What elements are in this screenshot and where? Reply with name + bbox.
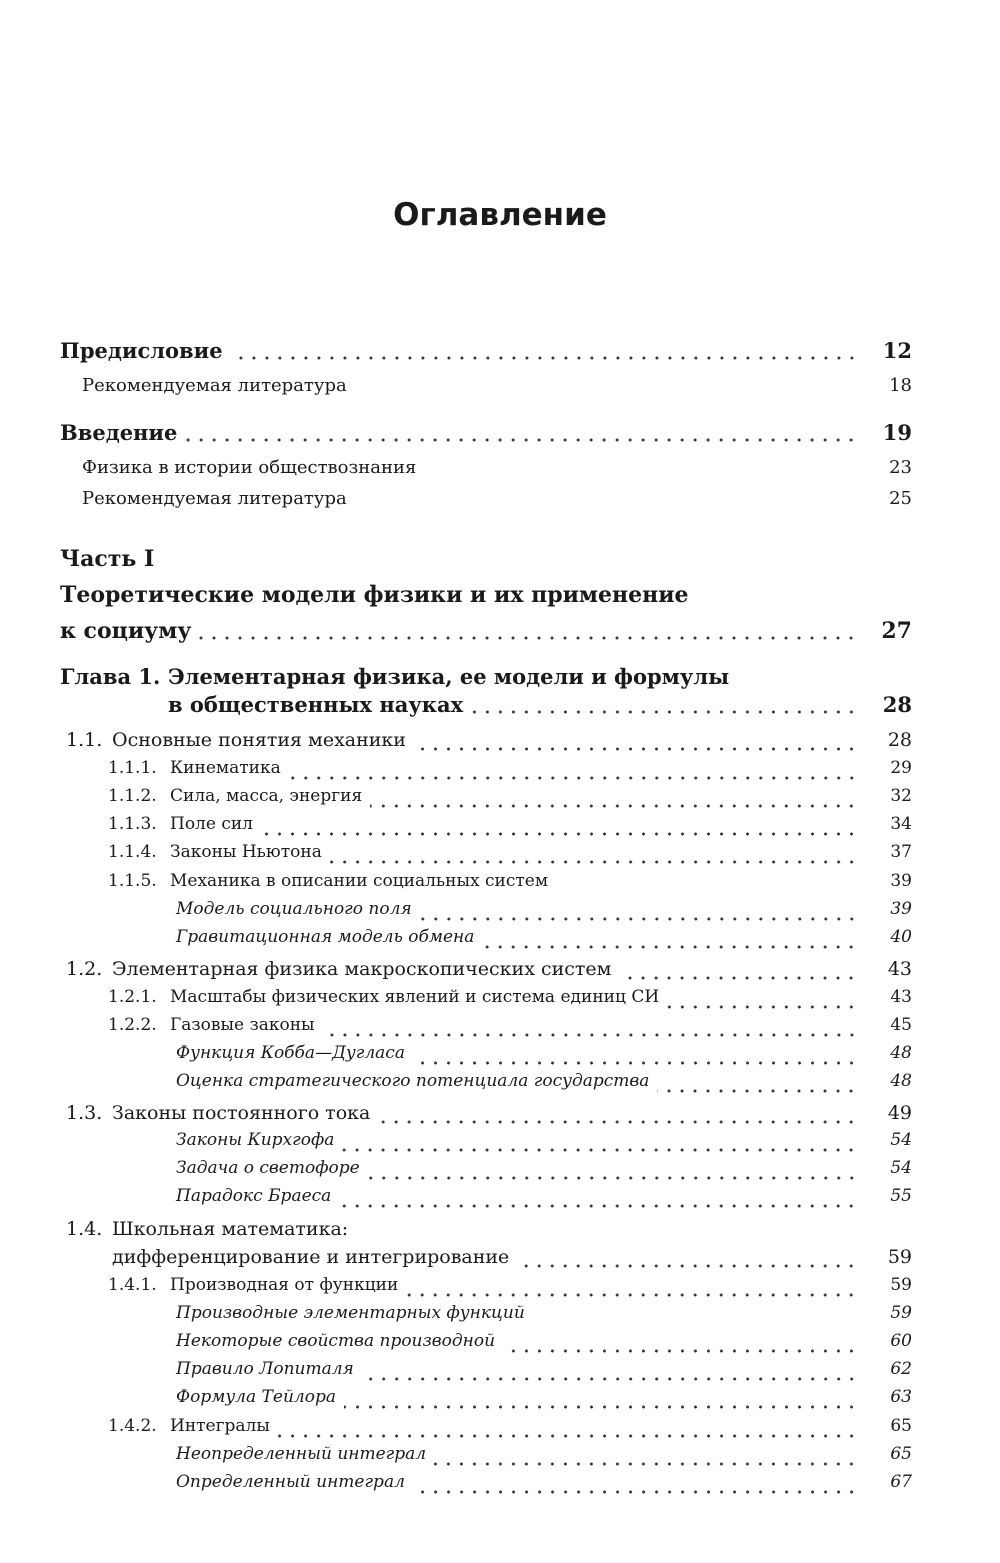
entry-label: Интегралы: [170, 1416, 270, 1436]
toc-entry-topic[interactable]: [0, 1303, 1000, 1331]
dot-leader: [619, 974, 858, 982]
entry-label: Предисловие: [60, 338, 223, 363]
page-number: 54: [890, 1158, 912, 1178]
dot-leader: [378, 1118, 858, 1126]
page-number: 43: [887, 958, 912, 980]
section-number: 1.4.1.: [108, 1275, 157, 1295]
section-number: 1.1.3.: [108, 814, 157, 834]
toc-entry-section[interactable]: [0, 958, 1000, 986]
entry-label: Производные элементарных функций: [176, 1303, 525, 1323]
toc-entry-intro-literature[interactable]: [0, 488, 1000, 516]
chapter-title-line: Элементарная физика, ее модели и формулы: [168, 664, 730, 689]
page-number: 63: [890, 1387, 912, 1407]
page-number: 43: [890, 987, 912, 1007]
page-number: 40: [890, 927, 912, 947]
page-number: 39: [890, 899, 912, 919]
entry-label: Формула Тейлора: [176, 1387, 336, 1407]
section-number: 1.1.1.: [108, 758, 157, 778]
dot-leader: [420, 915, 858, 923]
entry-label: Кинематика: [170, 758, 281, 778]
entry-label: Гравитационная модель обмена: [176, 927, 475, 947]
dot-leader: [482, 943, 858, 951]
toc-entry-subsection[interactable]: [0, 842, 1000, 870]
chapter-number: Глава 1.: [60, 664, 161, 689]
toc-entry-subsection[interactable]: [0, 814, 1000, 842]
toc-entry-section[interactable]: [0, 729, 1000, 757]
toc-entry-topic[interactable]: [0, 1472, 1000, 1500]
dot-leader: [289, 774, 858, 782]
dot-leader: [368, 1174, 858, 1182]
toc-entry-chapter-1[interactable]: [0, 692, 1000, 720]
dot-leader: [657, 1087, 858, 1095]
entry-label: Оценка стратегического потенциала государства: [176, 1071, 650, 1091]
page-number: 29: [890, 758, 912, 778]
page-number: 60: [890, 1331, 912, 1351]
entry-label: Неопределенный интеграл: [176, 1444, 427, 1464]
page-number: 45: [890, 1015, 912, 1035]
entry-label: Модель социального поля: [176, 899, 412, 919]
page-title: Оглавление: [393, 197, 607, 233]
dot-leader: [342, 1146, 858, 1154]
page-number: 32: [890, 786, 912, 806]
entry-label: Основные понятия механики: [112, 729, 406, 751]
toc-entry-topic[interactable]: [0, 927, 1000, 955]
entry-label: дифференцирование и интегрирование: [112, 1246, 510, 1268]
entry-label: Функция Кобба—Дугласа: [176, 1043, 405, 1063]
dot-leader: [330, 858, 858, 866]
entry-label: Сила, масса, энергия: [170, 786, 363, 806]
dot-leader: [434, 1460, 858, 1468]
page-number: 27: [881, 618, 912, 644]
toc-entry-introduction[interactable]: [0, 420, 1000, 448]
dot-leader: [413, 1059, 858, 1067]
section-number: 1.2.1.: [108, 987, 157, 1007]
entry-label: Задача о светофоре: [176, 1158, 360, 1178]
toc-entry-topic[interactable]: [0, 1071, 1000, 1099]
entry-label: Законы Кирхгофа: [176, 1130, 335, 1150]
dot-leader: [413, 1488, 858, 1496]
entry-label: Некоторые свойства производной: [176, 1331, 496, 1351]
entry-label: к социуму: [60, 618, 192, 644]
page-number: 65: [890, 1416, 912, 1436]
entry-label: Правило Лопиталя: [176, 1359, 354, 1379]
dot-leader: [231, 354, 858, 362]
section-title-line: Школьная математика:: [112, 1218, 349, 1240]
entry-label: Определенный интеграл: [176, 1472, 405, 1492]
part-title-line: Теоретические модели физики и их применение: [60, 582, 689, 608]
entry-label: Газовые законы: [170, 1015, 315, 1035]
toc-entry-subsection[interactable]: [0, 1416, 1000, 1444]
dot-leader: [517, 1262, 858, 1270]
toc-entry-subsection[interactable]: [0, 987, 1000, 1015]
page-number: 49: [887, 1102, 912, 1124]
toc-entry-topic[interactable]: [0, 1158, 1000, 1186]
dot-leader: [339, 1202, 858, 1210]
page-number: 67: [890, 1472, 912, 1492]
toc-entry-topic[interactable]: [0, 1359, 1000, 1387]
toc-entry-preface[interactable]: [0, 338, 1000, 366]
entry-label: Законы Ньютона: [170, 842, 322, 862]
page-number: 59: [890, 1303, 912, 1323]
dot-leader: [406, 1291, 858, 1299]
page-number: 48: [890, 1071, 912, 1091]
page-number: 48: [890, 1043, 912, 1063]
page-number: 18: [889, 375, 912, 396]
toc-entry-subsection[interactable]: [0, 1015, 1000, 1043]
page-number: 34: [890, 814, 912, 834]
page-number: 59: [890, 1275, 912, 1295]
toc-entry-section[interactable]: [0, 1102, 1000, 1130]
section-number: 1.1.: [66, 729, 103, 751]
page-number: 23: [889, 457, 912, 478]
page-number: 59: [887, 1246, 912, 1268]
toc-entry-physics-history[interactable]: [0, 457, 1000, 485]
page-number: 39: [890, 871, 912, 891]
page-number: 28: [887, 729, 912, 751]
entry-label: Рекомендуемая литература: [82, 375, 347, 396]
dot-leader: [370, 802, 858, 810]
entry-label: Элементарная физика макроскопических систем: [112, 958, 612, 980]
page-number: 19: [882, 420, 912, 445]
dot-leader: [261, 830, 858, 838]
page-number: 37: [890, 842, 912, 862]
page-number: 62: [890, 1359, 912, 1379]
page-number: 54: [890, 1130, 912, 1150]
toc-entry-topic[interactable]: [0, 1331, 1000, 1359]
entry-label: Физика в истории обществознания: [82, 457, 417, 478]
page-number: 65: [890, 1444, 912, 1464]
entry-label: Механика в описании социальных систем: [170, 871, 549, 891]
entry-label: Поле сил: [170, 814, 253, 834]
section-number: 1.1.2.: [108, 786, 157, 806]
toc-entry-section[interactable]: [0, 1246, 1000, 1274]
dot-leader: [344, 1403, 858, 1411]
dot-leader: [471, 708, 858, 716]
dot-leader: [414, 745, 858, 753]
page-number: 12: [882, 338, 912, 363]
page-number: 55: [890, 1186, 912, 1206]
dot-leader: [503, 1347, 858, 1355]
toc-entry-topic[interactable]: [0, 1444, 1000, 1472]
entry-label: Введение: [60, 420, 178, 445]
dot-leader: [199, 634, 858, 642]
dot-leader: [323, 1031, 858, 1039]
section-number: 1.1.5.: [108, 871, 157, 891]
entry-label: Масштабы физических явлений и система единиц СИ: [170, 987, 660, 1007]
entry-label: в общественных науках: [168, 692, 464, 717]
dot-leader: [185, 436, 858, 444]
dot-leader: [362, 1375, 858, 1383]
page-number: 25: [889, 488, 912, 509]
page-number: 28: [882, 692, 912, 717]
toc-entry-subsection[interactable]: [0, 758, 1000, 786]
section-number: 1.2.2.: [108, 1015, 157, 1035]
toc-entry-subsection[interactable]: [0, 871, 1000, 899]
entry-label: Законы постоянного тока: [112, 1102, 371, 1124]
toc-entry-topic[interactable]: [0, 899, 1000, 927]
dot-leader: [667, 1003, 858, 1011]
section-number: 1.4.: [66, 1218, 103, 1240]
section-number: 1.3.: [66, 1102, 103, 1124]
entry-label: Рекомендуемая литература: [82, 488, 347, 509]
toc-entry-topic[interactable]: [0, 1130, 1000, 1158]
section-number: 1.2.: [66, 958, 103, 980]
section-number: 1.1.4.: [108, 842, 157, 862]
section-number: 1.4.2.: [108, 1416, 157, 1436]
toc-entry-preface-literature[interactable]: [0, 375, 1000, 403]
toc-entry-part-1[interactable]: [0, 618, 1000, 646]
part-number: Часть I: [60, 546, 155, 572]
toc-entry-topic[interactable]: [0, 1043, 1000, 1071]
toc-entry-topic[interactable]: [0, 1387, 1000, 1415]
entry-label: Производная от функции: [170, 1275, 399, 1295]
toc-entry-subsection[interactable]: [0, 786, 1000, 814]
dot-leader: [278, 1432, 858, 1440]
entry-label: Парадокс Браеса: [176, 1186, 332, 1206]
toc-entry-subsection[interactable]: [0, 1275, 1000, 1303]
toc-entry-topic[interactable]: [0, 1186, 1000, 1214]
